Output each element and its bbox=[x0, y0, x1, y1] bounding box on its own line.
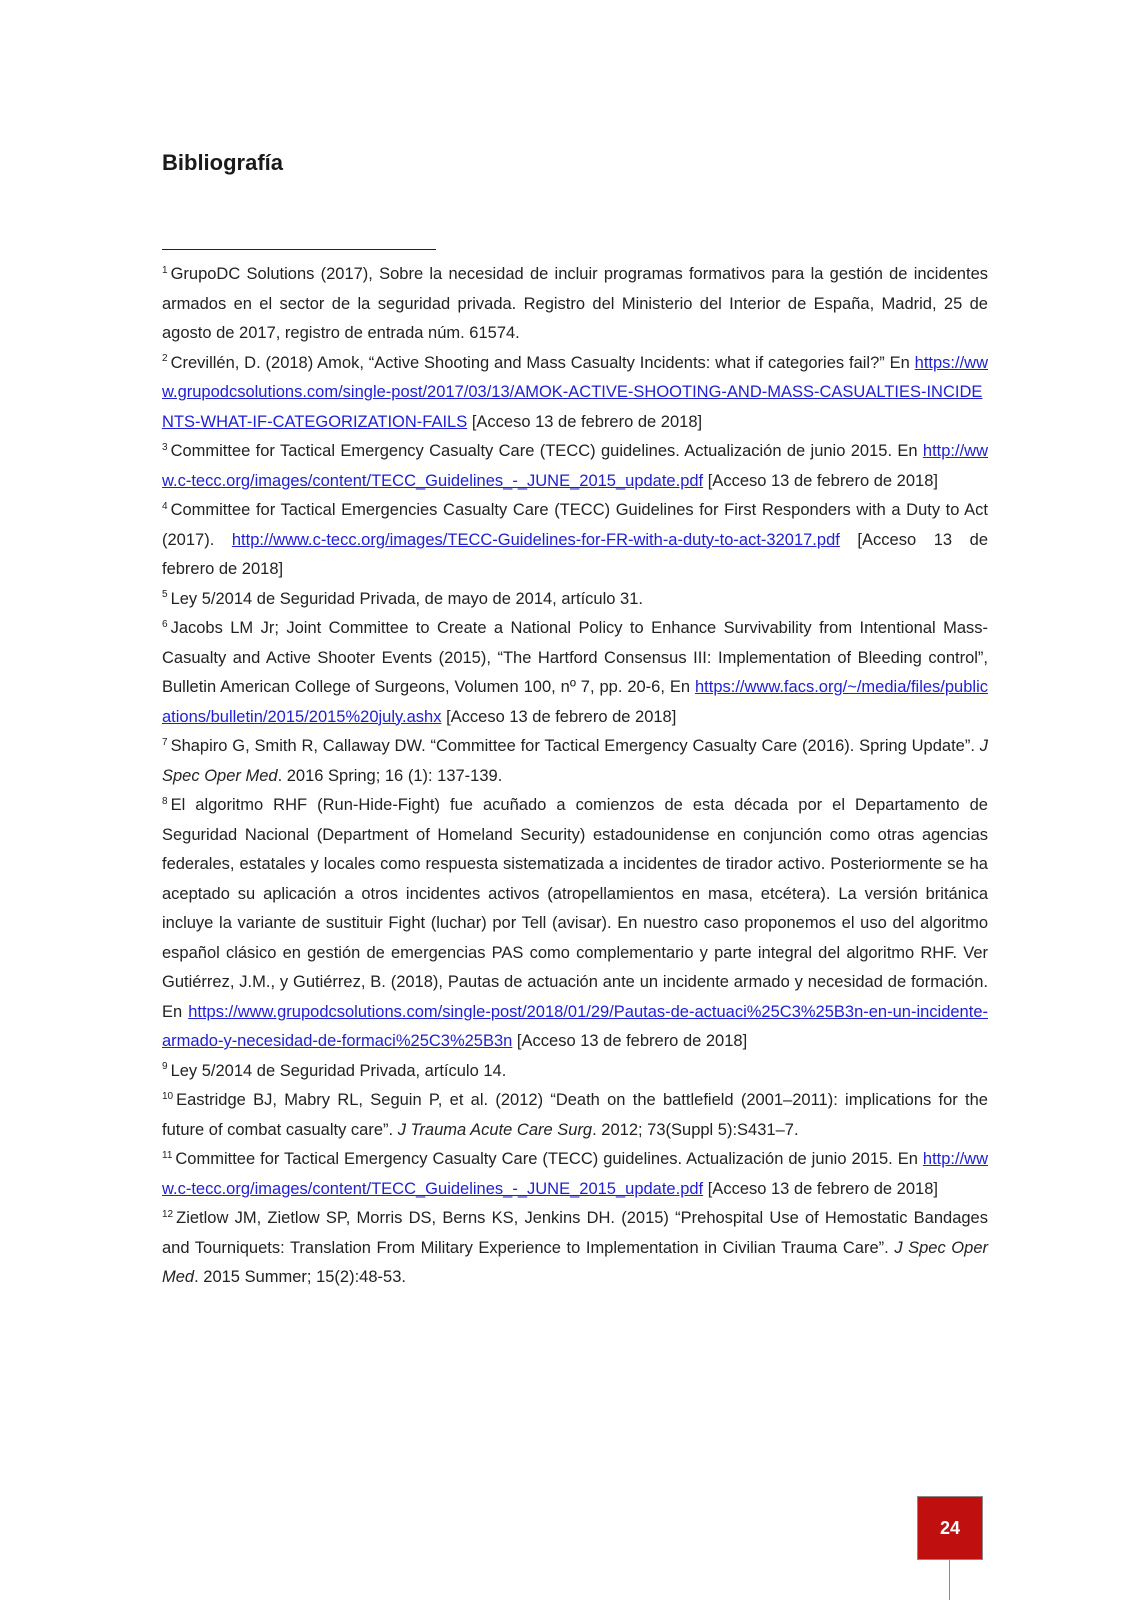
footnote-text: Crevillén, D. (2018) Amok, “Active Shooting and Mass Casualty Incidents: what if categories fail?” En bbox=[170, 353, 915, 372]
footnotes-list bbox=[162, 260, 988, 1293]
footnote-separator bbox=[162, 249, 436, 250]
footnote-5 bbox=[162, 585, 988, 615]
footnote-number: 11 bbox=[162, 1149, 173, 1161]
footnote-text: Committee for Tactical Emergency Casualty Care (TECC) guidelines. Actualización de junio 2015. En bbox=[170, 442, 923, 460]
footnote-text: Jacobs LM Jr; Joint Committee to Create a National Policy to Enhance Survivability from Intentional Mass-Casualty and Active Shooter Events (2015), “The Hartford Consensus III: Implementation of Bleeding control”, Bulletin American College of Surgeons, Volumen 100, nº 7, pp. 20-6, En bbox=[162, 619, 988, 696]
footnote-text: . 2012; 73(Suppl 5):S431–7. bbox=[592, 1120, 799, 1139]
page-heading: Bibliografía bbox=[162, 150, 284, 175]
footnote-text: [Acceso 13 de febrero de 2018] bbox=[441, 707, 677, 726]
footnote-11 bbox=[162, 1145, 988, 1204]
footnote-text: [Acceso 13 de febrero de 2018] bbox=[162, 530, 988, 578]
footnote-number: 7 bbox=[162, 736, 168, 748]
footnote-text: Committee for Tactical Emergencies Casualty Care (TECC) Guidelines for First Responders with a Duty to Act (2017). bbox=[162, 501, 988, 549]
footnote-text: Eastridge BJ, Mabry RL, Seguin P, et al. (2012) “Death on the battlefield (2001–2011): implications for the future of combat casualty care”. bbox=[162, 1091, 988, 1139]
footnote-text: [Acceso 13 de febrero de 2018] bbox=[512, 1032, 748, 1050]
footnote-6 bbox=[162, 614, 988, 732]
footnote-3 bbox=[162, 437, 988, 496]
footnote-text: Shapiro G, Smith R, Callaway DW. “Committee for Tactical Emergency Casualty Care (2016). Spring Update”. bbox=[170, 737, 980, 755]
page-number-badge bbox=[917, 1496, 983, 1560]
footnote-number: 2 bbox=[162, 353, 168, 364]
footnote-number: 10 bbox=[162, 1090, 174, 1102]
footnote-link[interactable]: https://www.grupodcsolutions.com/single-post/2018/01/29/Pautas-de-actuaci%25C3%25B3n-en-un-incidente-armado-y-necesidad-de-formaci%25C3%25B3n bbox=[162, 1002, 988, 1050]
footnote-text: GrupoDC Solutions (2017), Sobre la necesidad de incluir programas formativos para la gestión de incidentes armados en el sector de la seguridad privada. Registro del Ministerio del Interior de España, Madrid, 25 de agosto de 2017, registro de entrada núm. 61574. bbox=[162, 265, 988, 342]
footnote-2 bbox=[162, 349, 988, 438]
journal-title: J Spec Oper Med bbox=[162, 1238, 988, 1286]
footnote-number: 3 bbox=[162, 441, 168, 453]
footnote-text: [Acceso 13 de febrero de 2018] bbox=[703, 1179, 938, 1198]
footnote-number: 5 bbox=[162, 589, 168, 600]
footnote-link[interactable]: https://www.facs.org/~/media/files/publications/bulletin/2015/2015%20july.ashx bbox=[162, 678, 988, 726]
journal-title: J Trauma Acute Care Surg bbox=[397, 1120, 593, 1139]
footnote-number: 9 bbox=[162, 1061, 168, 1072]
footnote-number: 1 bbox=[162, 264, 168, 276]
footnote-12 bbox=[162, 1204, 988, 1293]
footnote-text: [Acceso 13 de febrero de 2018] bbox=[467, 412, 703, 431]
footnote-text: Ley 5/2014 de Seguridad Privada, de mayo de 2014, artículo 31. bbox=[170, 589, 643, 608]
footnote-number: 4 bbox=[162, 500, 168, 512]
footnote-text: [Acceso 13 de febrero de 2018] bbox=[703, 471, 938, 490]
footnote-number: 8 bbox=[162, 795, 168, 807]
footnote-text: Ley 5/2014 de Seguridad Privada, artículo 14. bbox=[170, 1061, 507, 1080]
footnote-1 bbox=[162, 260, 988, 349]
footnote-link[interactable]: http://www.c-tecc.org/images/content/TECC_Guidelines_-_JUNE_2015_update.pdf bbox=[162, 442, 988, 490]
footnote-link[interactable]: https://www.grupodcsolutions.com/single-post/2017/03/13/AMOK-ACTIVE-SHOOTING-AND-MASS-CASUALTIES-INCIDENTS-WHAT-IF-CATEGORIZATION-FAILS bbox=[162, 353, 988, 431]
footnote-7 bbox=[162, 732, 988, 791]
footnote-text: El algoritmo RHF (Run-Hide-Fight) fue acuñado a comienzos de esta década por el Departamento de Seguridad Nacional (Department of Homeland Security) estadounidense en conjunción como otras agencias federales, estatales y locales como respuesta sistematizada a incidentes de tirador activo. Posteriormente se ha aceptado su aplicación a otros incidentes activos (atropellamientos en masa, etcétera). La versión británica incluye la variante de sustituir Fight (luchar) por Tell (avisar). En nuestro caso proponemos el uso del algoritmo español clásico en gestión de emergencias PAS como complementario y parte integral del algoritmo RHF. Ver Gutiérrez, J.M., y Gutiérrez, B. (2018), Pautas de actuación ante un incidente armado y necesidad de formación. En bbox=[162, 796, 988, 1021]
footnote-link[interactable]: http://www.c-tecc.org/images/content/TECC_Guidelines_-_JUNE_2015_update.pdf bbox=[162, 1150, 988, 1198]
page-number: 24 bbox=[939, 1517, 961, 1538]
footnote-9 bbox=[162, 1057, 988, 1087]
footnote-10 bbox=[162, 1086, 988, 1145]
journal-title: J Spec Oper Med bbox=[162, 737, 988, 785]
footnote-text: Committee for Tactical Emergency Casualty Care (TECC) guidelines. Actualización de junio 2015. En bbox=[175, 1150, 923, 1168]
footnote-text: . 2015 Summer; 15(2):48-53. bbox=[194, 1268, 406, 1286]
page-number-line bbox=[949, 1560, 950, 1600]
footnote-4 bbox=[162, 496, 988, 585]
footnote-number: 12 bbox=[162, 1208, 174, 1220]
footnote-link[interactable]: http://www.c-tecc.org/images/TECC-Guidelines-for-FR-with-a-duty-to-act-32017.pdf bbox=[231, 530, 840, 549]
footnote-8 bbox=[162, 791, 988, 1057]
footnote-text: . 2016 Spring; 16 (1): 137-139. bbox=[277, 766, 503, 785]
footnote-number: 6 bbox=[162, 618, 168, 630]
footnote-text: Zietlow JM, Zietlow SP, Morris DS, Berns KS, Jenkins DH. (2015) “Prehospital Use of Hemostatic Bandages and Tourniquets: Translation From Military Experience to Implementation in Civilian Trauma Care”. bbox=[162, 1209, 988, 1257]
